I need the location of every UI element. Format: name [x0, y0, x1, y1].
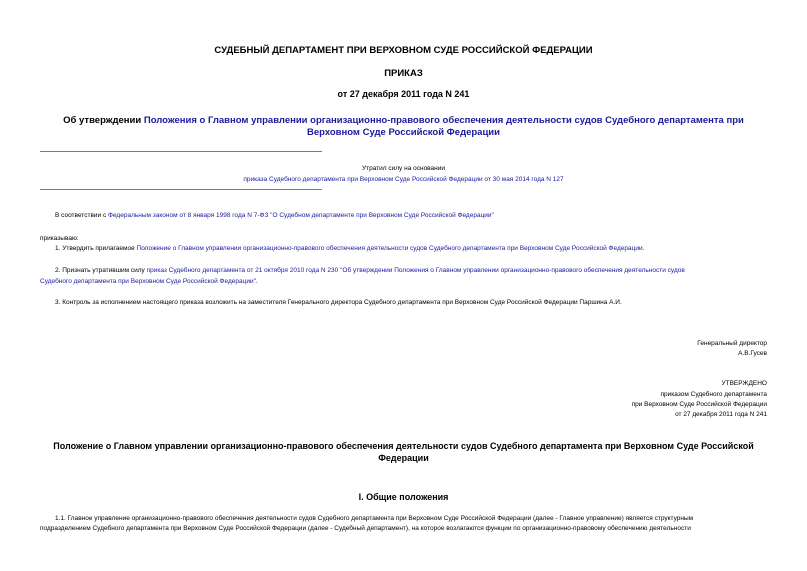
- approval-line-2: приказом Судебного департамента: [660, 391, 767, 398]
- document-title: [40, 115, 767, 139]
- status-note-link[interactable]: приказа Судебного департамента при Верховном Суде Российской Федерации от 30 мая 2014 года N 127: [243, 176, 564, 183]
- approval-line-3: при Верховном Суде Российской Федерации: [631, 401, 767, 408]
- section-1-paragraph-line2: подразделением Судебного департамента при Верховном Суде Российской Федерации (далее - Судебный департамент), на которое возлагаются функции по организационно-правовому обеспечению деятельности: [40, 525, 691, 532]
- item-2-line2: [40, 277, 767, 288]
- item-2-link-b[interactable]: Судебного департамента при Верховном Суде Российской Федерации": [40, 278, 256, 285]
- orders-label: приказываю:: [40, 235, 79, 242]
- section-1-paragraph-line1: 1.1. Главное управление организационно-правового обеспечения деятельности судов Судебного департамента при Верховном Суде Российской Федерации (далее - Главное управление) является структурным: [55, 515, 694, 522]
- item-3: 3. Контроль за исполнением настоящего приказа возложить на заместителя Генерального директора Судебного департамента при Верховном Суде Российской Федерации Паршина А.И.: [55, 299, 622, 306]
- status-note-line1: Утратил силу на основании: [361, 165, 446, 172]
- preamble: [55, 211, 767, 222]
- divider-bottom: [40, 189, 322, 190]
- preamble-prefix: В соответствии с: [55, 212, 109, 219]
- signature-name: А.В.Гусев: [738, 350, 767, 357]
- signature-position: Генеральный директор: [697, 340, 767, 347]
- approval-line-4: от 27 декабря 2011 года N 241: [675, 411, 767, 418]
- item-1-link[interactable]: Положение о Главном управлении организационно-правового обеспечения деятельности судов Судебного департамента при Верховном Суде Российской Федерации: [136, 245, 643, 252]
- item-2-line1: [55, 266, 767, 277]
- doc-type-heading: ПРИКАЗ: [384, 68, 423, 79]
- item-2-prefix: 2. Признать утратившим силу: [55, 267, 147, 274]
- section-1-heading: I. Общие положения: [358, 492, 449, 502]
- item-2-suffix: .: [255, 278, 258, 285]
- item-2-link-a[interactable]: приказ Судебного департамента от 21 октября 2010 года N 230 "Об утверждении Положения о Главном управлении организационно-правового обеспечения деятельности судов: [146, 267, 685, 274]
- department-heading: СУДЕБНЫЙ ДЕПАРТАМЕНТ ПРИ ВЕРХОВНОМ СУДЕ РОССИЙСКОЙ ФЕДЕРАЦИИ: [214, 45, 593, 56]
- item-1-suffix: .: [642, 245, 645, 252]
- regulation-title: Положение о Главном управлении организационно-правового обеспечения деятельности судов Судебного департамента при Верховном Суде Российской Федерации: [53, 441, 754, 463]
- title-link[interactable]: Положения о Главном управлении организационно-правового обеспечения деятельности судов Судебного департамента при Верховном Суде Российской Федерации: [143, 115, 744, 138]
- title-prefix: Об утверждении: [63, 115, 144, 126]
- date-number-heading: от 27 декабря 2011 года N 241: [337, 89, 470, 99]
- approval-line-1: УТВЕРЖДЕНО: [721, 380, 767, 387]
- item-1-prefix: 1. Утвердить прилагаемое: [55, 245, 137, 252]
- preamble-link[interactable]: Федеральным законом от 8 января 1998 года N 7-ФЗ "О Судебном департаменте при Верховном Суде Российской Федерации": [108, 212, 494, 219]
- item-1: [55, 244, 767, 255]
- divider-top: [40, 151, 322, 152]
